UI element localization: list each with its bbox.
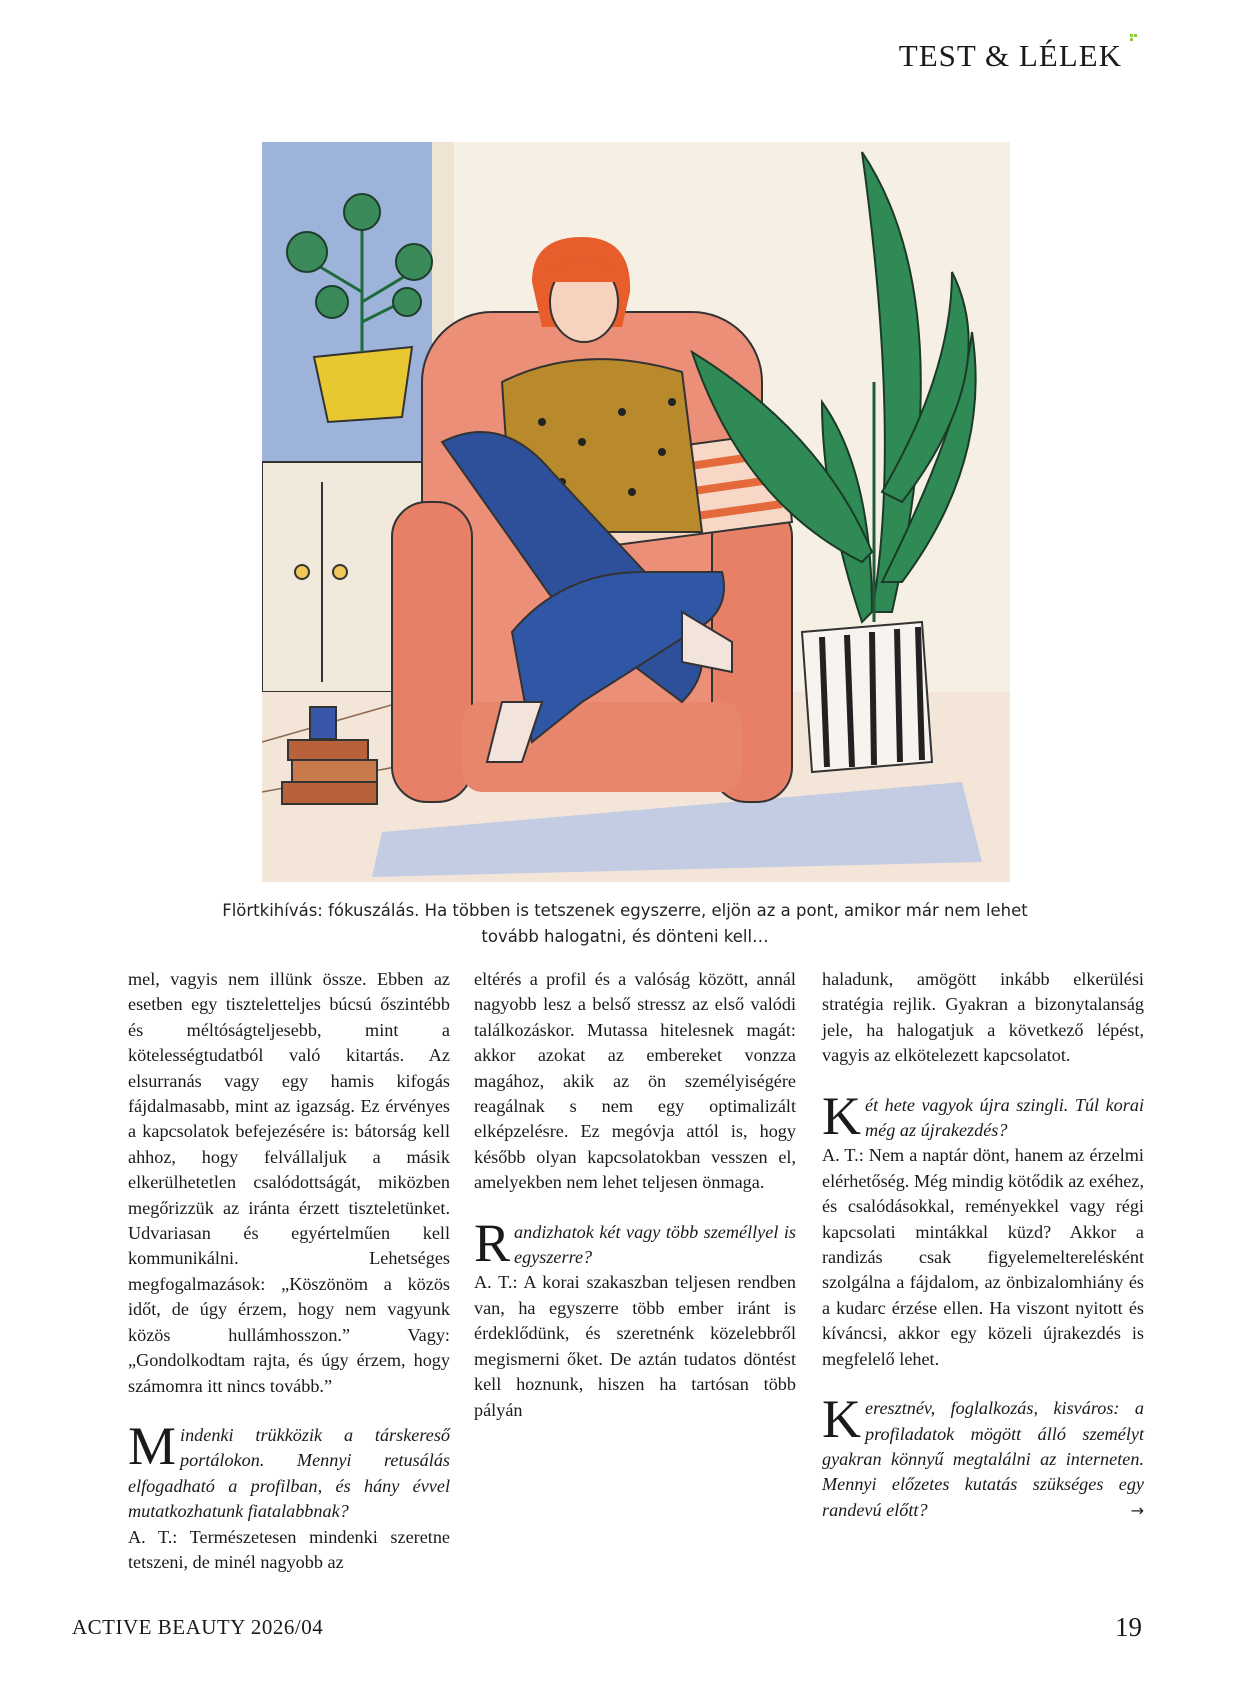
article-column-2 (474, 967, 796, 1423)
question-heading (822, 1389, 1144, 1523)
body-paragraph: eltérés a profil és a valóság között, annál nagyobb lesz a belső stressz az első valódi találkozáskor. Mutassa hitelesnek magát: akkor azokat az embereket vonzza magához, akik az ön személyiségére reagálnak s nem egy optimalizált elképzelésre. Ez megóvja attól is, hogy később olyan kapcsolatokban vesszen el, amelyekben nem lehet teljesen önmaga. (474, 969, 796, 1193)
question-text: andizhatok két vagy több személlyel is egyszerre? (514, 1221, 796, 1268)
question-heading (822, 1085, 1144, 1146)
caption-line-1: Flörtkihívás: fókuszálás. Ha többen is tetszenek egyszerre, eljön az a pont, amikor már nem lehet (222, 901, 1028, 920)
body-paragraph: haladunk, amögött inkább elkerülési stratégia rejlik. Gyakran a bizonytalanság jele, ha halogatjuk a következő lépést, vagyis az elkötelezett kapcsolatot. (822, 969, 1144, 1066)
answer-paragraph: A. T.: Természetesen mindenki szeretne tetszeni, de minél nagyobb az (128, 1526, 450, 1572)
answer-paragraph: A. T.: Nem a naptár dönt, hanem az érzelmi elérhetőség. Még mindig kötődik az exéhez, és csalódásokkal, reményekkel vagy régi kapcsolati mintákkal küzd? Akkor a randizás csak figyelemelterelésként szolgálna a fájdalom, az önbizalomhiány és a kudarc érzése ellen. Ha viszont nyitott és kíváncsi, akkor egy közeli újrakezdés is megfelelő lehet. (822, 1145, 1144, 1369)
magazine-issue: ACTIVE BEAUTY 2026/04 (72, 1615, 324, 1639)
question-heading (474, 1212, 796, 1273)
corner-mark-icon (1130, 34, 1138, 42)
yellow-pot (314, 347, 412, 422)
cup (310, 707, 336, 739)
caption-line-2: tovább halogatni, és dönteni kell… (481, 927, 769, 946)
answer-paragraph: A. T.: A korai szakaszban teljesen rendben van, ha egyszerre több ember iránt is érdeklődünk, és szeretnénk közelebbről megismerni őket. De aztán tudatos döntést kell hoznunk, hiszen ha tartósan több pályán (474, 1272, 796, 1420)
drop-cap: K (822, 1085, 861, 1146)
image-caption (200, 898, 1050, 950)
article-column-1 (128, 967, 450, 1575)
striped-pot (802, 622, 932, 772)
continue-arrow-icon: → (1130, 1500, 1144, 1520)
drop-cap: M (128, 1415, 177, 1476)
drop-cap: R (474, 1212, 511, 1273)
woman-in-armchair-illustration (262, 142, 1010, 882)
question-heading (128, 1415, 450, 1525)
question-text: indenki trükközik a társkereső portálokon. Mennyi retusálás elfogadható a profilban, és hány évvel mutatkozhatunk fiatalabbnak? (128, 1424, 450, 1522)
question-text: eresztnév, foglalkozás, kisváros: a profiladatok mögött álló személyt gyakran könnyű megtalálni az interneten. Mennyi előzetes kutatás szükséges egy randevú előtt? (822, 1398, 1144, 1520)
body-paragraph: mel, vagyis nem illünk össze. Ebben az esetben egy tiszteletteljes búcsú őszintébb és méltóságteljesebb, mint a kötelességtudatból való kitartás. Az elsurranás vagy egy hamis kifogás fájdalmasabb, mint az igazság. Ez érvényes a kapcsolatok befejezésére is: bátorság kell ahhoz, hogy felvállaljuk a másik elkerülhetetlen csalódottságát, miközben megőrizzük az iránta érzett tiszteletünket. Udvariasan és egyértelműen kell kommunikálni. Lehetséges megfogalmazások: „Köszönöm a közös időt, de úgy érzem, hogy nem vagyunk közös hullámhosszon.” Vagy: „Gondolkodtam rajta, és úgy érzem, hogy számomra itt nincs tovább.” (128, 969, 450, 1396)
drop-cap: K (822, 1389, 861, 1450)
page-number: 19 (1115, 1612, 1142, 1642)
section-title: TEST & LÉLEK (898, 38, 1122, 73)
question-text: ét hete vagyok újra szingli. Túl korai még az újrakezdés? (865, 1094, 1144, 1141)
article-column-3 (822, 967, 1144, 1523)
